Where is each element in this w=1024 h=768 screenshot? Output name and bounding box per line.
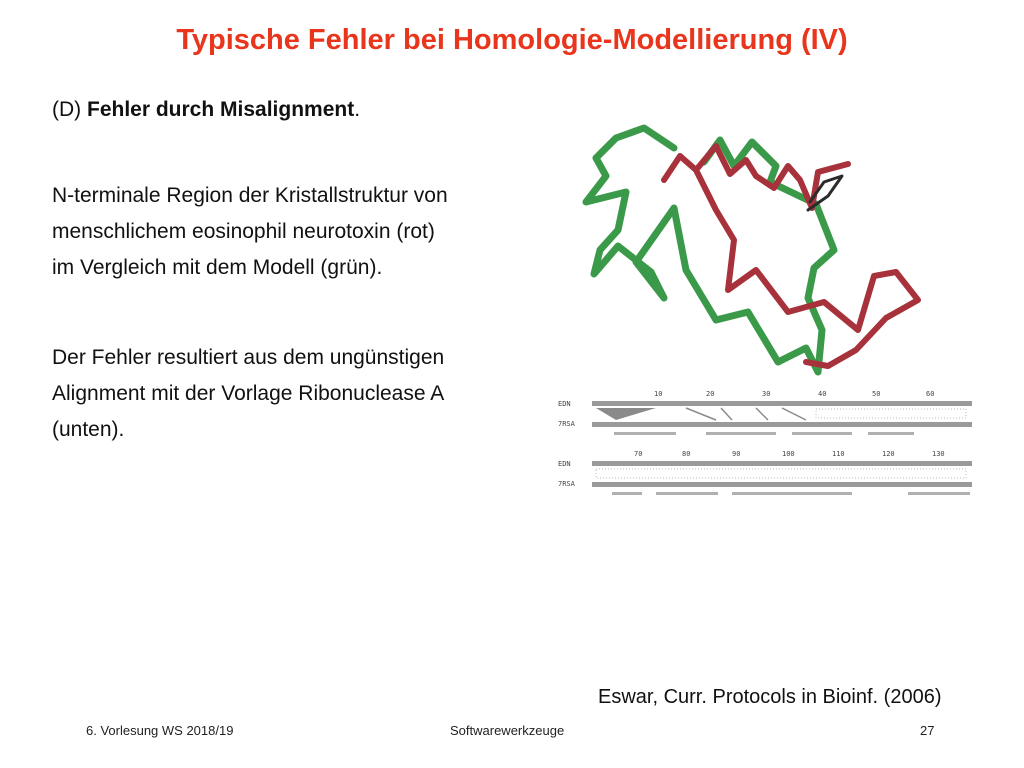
model-backbone-green [586,128,834,372]
tick-label: 110 [832,450,845,458]
heading-suffix: . [354,98,361,121]
sequence-label: EDN [558,400,571,408]
crystal-backbone-red [664,146,848,208]
footer-page-number: 27 [920,723,935,738]
ticks-row2 [634,450,945,458]
tick-label: 130 [932,450,945,458]
secondary-structure [908,492,970,495]
match-marks [816,409,966,418]
tick-label: 30 [762,390,771,398]
tick-label: 120 [882,450,895,458]
tick-label: 20 [706,390,715,398]
match-marks [596,469,966,478]
citation: Eswar, Curr. Protocols in Bioinf. (2006) [598,686,942,708]
sequence-row [592,401,972,406]
explanation-line: Der Fehler resultiert aus dem ungünstigen [52,346,445,369]
sequence-label: EDN [558,460,571,468]
sequence-row [592,482,972,487]
paragraph-description [52,178,448,286]
secondary-structure [614,432,676,435]
alignment-connectors [686,408,806,420]
paragraph-explanation [52,340,444,448]
slide-title: Typische Fehler bei Homologie-Modellierung (IV) [176,24,848,56]
heading-bold: Fehler durch Misalignment [87,98,355,121]
paragraph-heading [52,92,360,128]
protein-backbone-image [556,100,996,510]
secondary-structure [656,492,718,495]
explanation-line: Alignment mit der Vorlage Ribonuclease A [52,382,445,405]
description-line: im Vergleich mit dem Modell (grün). [52,256,383,279]
secondary-structure [792,432,852,435]
sequence-label: 7RSA [558,420,575,428]
tick-label: 50 [872,390,881,398]
footer-lecture: 6. Vorlesung WS 2018/19 [86,723,234,738]
sequence-row [592,422,972,427]
description-line: N-terminale Region der Kristallstruktur von [52,184,448,207]
secondary-structure [706,432,776,435]
tick-label: 100 [782,450,795,458]
heading-prefix: (D) [52,98,87,121]
footer-course: Softwarewerkzeuge [450,723,565,738]
secondary-structure [868,432,914,435]
sequence-row [592,461,972,466]
description-line: menschlichem eosinophil neurotoxin (rot) [52,220,435,243]
tick-label: 70 [634,450,643,458]
tick-label: 10 [654,390,663,398]
tick-label: 60 [926,390,935,398]
sequence-label: 7RSA [558,480,575,488]
tick-label: 90 [732,450,741,458]
ticks-row1 [654,390,934,398]
tick-label: 40 [818,390,827,398]
structure-figure [556,100,996,515]
secondary-structure [612,492,642,495]
alignment-gap-wedge [596,408,656,420]
tick-label: 80 [682,450,691,458]
secondary-structure [732,492,852,495]
sequence-alignment [558,390,972,495]
explanation-line: (unten). [52,418,125,441]
